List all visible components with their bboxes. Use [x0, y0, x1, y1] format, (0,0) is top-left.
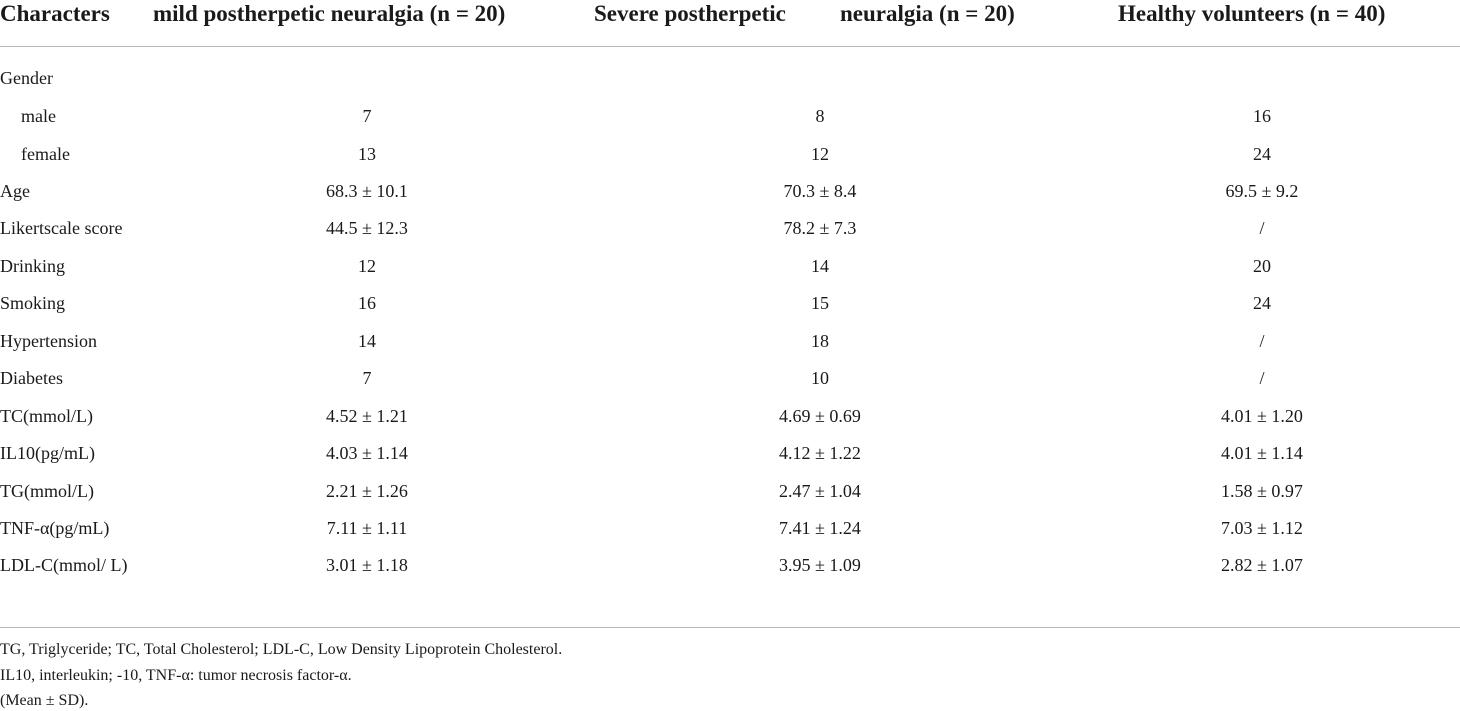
cell-tg-healthy: 1.58 ± 0.97: [1221, 481, 1303, 501]
cell-tc-healthy: 4.01 ± 1.20: [1221, 406, 1303, 426]
cell-tc-severe: 4.69 ± 0.69: [779, 406, 861, 426]
cell-female-healthy: 24: [1253, 144, 1271, 164]
cell-hypertension-mild: 14: [358, 331, 376, 351]
row-label-likert: Likertscale score: [0, 218, 123, 238]
cell-likert-severe: 78.2 ± 7.3: [783, 218, 857, 238]
row-label-tg: TG(mmol/L): [0, 481, 94, 501]
cell-female-mild: 13: [358, 144, 376, 164]
cell-likert-healthy: /: [1259, 218, 1265, 238]
cell-tnf-alpha-healthy: 7.03 ± 1.12: [1221, 518, 1303, 538]
row-label-tc: TC(mmol/L): [0, 406, 93, 426]
cell-likert-mild: 44.5 ± 12.3: [326, 218, 408, 238]
cell-drinking-mild: 12: [358, 256, 376, 276]
footnote-abbreviations: TG, Triglyceride; TC, Total Cholesterol; LDL-C, Low Density Lipoprotein Cholesterol.: [0, 641, 563, 658]
row-label-diabetes: Diabetes: [0, 368, 63, 388]
row-label-drinking: Drinking: [0, 256, 65, 276]
cell-tnf-alpha-severe: 7.41 ± 1.24: [779, 518, 861, 538]
row-label-gender: Gender: [0, 68, 53, 88]
header-rule: [0, 46, 1460, 47]
header-healthy-group: Healthy volunteers (n = 40): [1118, 1, 1386, 26]
row-label-il10: IL10(pg/mL): [0, 443, 95, 463]
footnote-cytokines: IL10, interleukin; -10, TNF-α: tumor necrosis factor-α.: [0, 667, 352, 684]
cell-male-severe: 8: [815, 106, 825, 126]
cell-smoking-healthy: 24: [1253, 293, 1271, 313]
cell-hypertension-healthy: /: [1259, 331, 1265, 351]
cell-smoking-severe: 15: [811, 293, 829, 313]
cell-drinking-severe: 14: [811, 256, 829, 276]
row-label-tnf-alpha: TNF-α(pg/mL): [0, 518, 110, 538]
row-label-male: male: [21, 106, 56, 126]
cell-female-severe: 12: [811, 144, 829, 164]
cell-ldl-c-severe: 3.95 ± 1.09: [779, 555, 861, 575]
row-label-female: female: [21, 144, 70, 164]
cell-ldl-c-healthy: 2.82 ± 1.07: [1221, 555, 1303, 575]
cell-tg-mild: 2.21 ± 1.26: [326, 481, 408, 501]
cell-age-healthy: 69.5 ± 9.2: [1225, 181, 1299, 201]
cell-male-healthy: 16: [1253, 106, 1271, 126]
cell-diabetes-mild: 7: [362, 368, 372, 388]
header-characters: Characters: [0, 1, 110, 26]
cell-drinking-healthy: 20: [1253, 256, 1271, 276]
cell-hypertension-severe: 18: [811, 331, 829, 351]
cell-il10-mild: 4.03 ± 1.14: [326, 443, 408, 463]
row-label-smoking: Smoking: [0, 293, 66, 313]
cell-il10-severe: 4.12 ± 1.22: [779, 443, 861, 463]
footnote-mean-sd: (Mean ± SD).: [0, 692, 89, 709]
cell-smoking-mild: 16: [358, 293, 376, 313]
cell-diabetes-severe: 10: [811, 368, 829, 388]
table-bottom-rule: [0, 627, 1460, 628]
header-severe-group-part1: Severe postherpetic: [594, 1, 786, 26]
header-severe-group-part2: neuralgia (n = 20): [840, 1, 1015, 26]
header-mild-group: mild postherpetic neuralgia (n = 20): [153, 1, 506, 26]
row-label-hypertension: Hypertension: [0, 331, 97, 351]
row-label-age: Age: [0, 181, 30, 201]
cell-il10-healthy: 4.01 ± 1.14: [1221, 443, 1303, 463]
cell-age-severe: 70.3 ± 8.4: [783, 181, 857, 201]
cell-diabetes-healthy: /: [1259, 368, 1265, 388]
cell-tg-severe: 2.47 ± 1.04: [779, 481, 861, 501]
row-label-ldl-c: LDL-C(mmol/ L): [0, 555, 128, 575]
cell-tc-mild: 4.52 ± 1.21: [326, 406, 408, 426]
cell-ldl-c-mild: 3.01 ± 1.18: [326, 555, 408, 575]
cell-tnf-alpha-mild: 7.11 ± 1.11: [326, 518, 408, 538]
cell-age-mild: 68.3 ± 10.1: [326, 181, 408, 201]
cell-male-mild: 7: [362, 106, 372, 126]
